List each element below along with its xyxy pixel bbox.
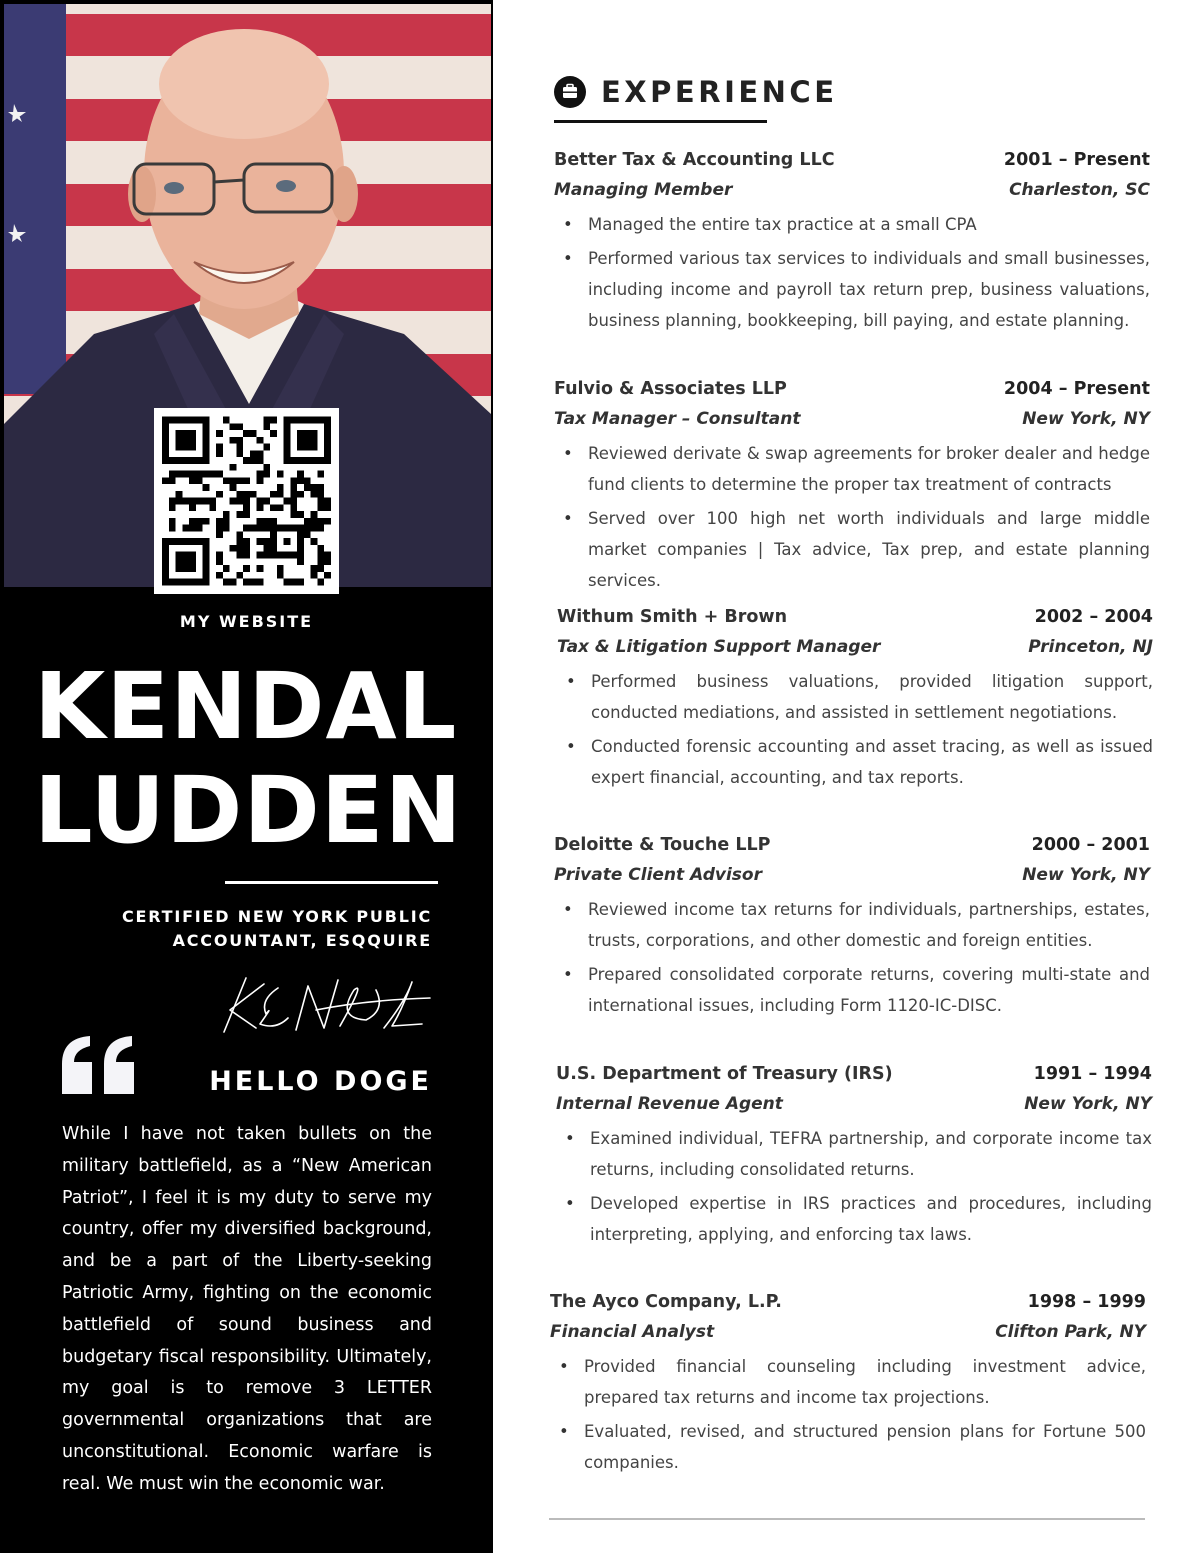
job-location: Charleston, SC <box>1009 180 1150 200</box>
job-title: Tax & Litigation Support Manager <box>557 637 881 657</box>
job-years: 1991 – 1994 <box>1033 1064 1152 1084</box>
job-bullet: • Examined individual, TEFRA partnership, and corporate income tax returns, including consolidated returns. <box>556 1123 1152 1185</box>
job-bullet: • Served over 100 high net worth individuals and large middle market companies | Tax advice, Tax prep, and estate planning services. <box>554 503 1150 596</box>
job-entry <box>550 1292 1146 1481</box>
quote-icon <box>60 1034 138 1096</box>
experience-divider <box>554 120 767 123</box>
job-header <box>556 1064 1152 1084</box>
credential-line-1: CERTIFIED NEW YORK PUBLIC <box>121 907 432 926</box>
job-company: The Ayco Company, L.P. <box>550 1292 782 1312</box>
signature <box>216 970 436 1040</box>
job-subheader <box>554 409 1150 429</box>
job-bullet: • Conducted forensic accounting and asset tracing, as well as issued expert financial, accounting, and tax reports. <box>557 731 1153 793</box>
job-subheader <box>557 637 1153 657</box>
job-entry <box>557 607 1153 796</box>
job-bullet: • Evaluated, revised, and structured pension plans for Fortune 500 companies. <box>550 1416 1146 1478</box>
briefcase-icon <box>554 76 586 108</box>
last-name: LUDDEN <box>34 757 463 864</box>
job-title: Financial Analyst <box>550 1322 715 1342</box>
job-bullet: • Provided financial counseling including investment advice, prepared tax returns and income tax projections. <box>550 1351 1146 1413</box>
sidebar <box>0 0 493 1553</box>
job-company: Deloitte & Touche LLP <box>554 835 771 855</box>
job-bullets <box>554 438 1150 596</box>
job-header <box>554 835 1150 855</box>
job-company: U.S. Department of Treasury (IRS) <box>556 1064 893 1084</box>
job-title: Internal Revenue Agent <box>556 1094 783 1114</box>
job-bullets <box>556 1123 1152 1250</box>
bottom-divider <box>549 1518 1145 1520</box>
job-subheader <box>556 1094 1152 1114</box>
job-entry <box>554 379 1150 599</box>
job-entry <box>554 150 1150 339</box>
credential-line-2: ACCOUNTANT, ESQQUIRE <box>172 931 432 950</box>
job-header <box>554 150 1150 170</box>
job-years: 1998 – 1999 <box>1027 1292 1146 1312</box>
job-bullets <box>550 1351 1146 1478</box>
job-entry <box>556 1064 1152 1253</box>
job-subheader <box>554 865 1150 885</box>
job-company: Fulvio & Associates LLP <box>554 379 787 399</box>
job-company: Better Tax & Accounting LLC <box>554 150 835 170</box>
full-name <box>34 655 463 863</box>
experience-title: EXPERIENCE <box>601 75 838 109</box>
job-bullets <box>554 894 1150 1021</box>
job-header <box>557 607 1153 627</box>
job-entry <box>554 835 1150 1024</box>
name-divider <box>225 881 438 884</box>
job-bullet: • Reviewed derivate & swap agreements for broker dealer and hedge fund clients to determine the proper tax treatment of contracts <box>554 438 1150 500</box>
job-title: Managing Member <box>554 180 733 200</box>
job-title: Private Client Advisor <box>554 865 762 885</box>
job-location: Princeton, NJ <box>1028 637 1153 657</box>
job-location: Clifton Park, NY <box>995 1322 1146 1342</box>
job-title: Tax Manager – Consultant <box>554 409 801 429</box>
job-location: New York, NY <box>1024 1094 1152 1114</box>
bio-paragraph: While I have not taken bullets on the military battlefield, as a “New American Patriot”, I feel it is my duty to serve my country, offer my diversified background, and be a part of the Liberty-seeking Patriotic Army, fighting on the economic battlefield of sound business and budgetary fiscal responsibility. Ultimately, my goal is to remove 3 LETTER governmental organizations that are unconstitutional. Economic warfare is real. We must win the economic war. <box>62 1124 432 1494</box>
job-subheader <box>550 1322 1146 1342</box>
qr-code-icon <box>162 416 331 586</box>
job-bullet: • Managed the entire tax practice at a small CPA <box>554 209 1150 240</box>
website-label: MY WEBSITE <box>179 612 314 631</box>
job-header <box>550 1292 1146 1312</box>
job-bullet: • Performed business valuations, provided litigation support, conducted mediations, and assisted in settlement negotiations. <box>557 666 1153 728</box>
job-bullet: • Prepared consolidated corporate returns, covering multi-state and international issues, including Form 1120-IC-DISC. <box>554 959 1150 1021</box>
credential <box>102 905 432 953</box>
job-subheader <box>554 180 1150 200</box>
greeting-heading: HELLO DOGE <box>209 1066 432 1097</box>
qr-code[interactable] <box>154 408 339 594</box>
job-years: 2002 – 2004 <box>1034 607 1153 627</box>
job-location: New York, NY <box>1022 409 1150 429</box>
job-years: 2004 – Present <box>1003 379 1150 399</box>
job-company: Withum Smith + Brown <box>557 607 788 627</box>
job-header <box>554 379 1150 399</box>
job-bullets <box>557 666 1153 793</box>
job-years: 2001 – Present <box>1003 150 1150 170</box>
job-years: 2000 – 2001 <box>1031 835 1150 855</box>
job-location: New York, NY <box>1022 865 1150 885</box>
job-bullet: • Reviewed income tax returns for individuals, partnerships, estates, trusts, corporations, and other domestic and foreign entities. <box>554 894 1150 956</box>
first-name: KENDAL <box>34 653 458 760</box>
experience-header <box>554 74 838 110</box>
job-bullets <box>554 209 1150 336</box>
job-bullet: • Developed expertise in IRS practices and procedures, including interpreting, applying, and enforcing tax laws. <box>556 1188 1152 1250</box>
job-bullet: • Performed various tax services to individuals and small businesses, including income and payroll tax return prep, business valuations, business planning, bookkeeping, bill paying, and estate planning. <box>554 243 1150 336</box>
